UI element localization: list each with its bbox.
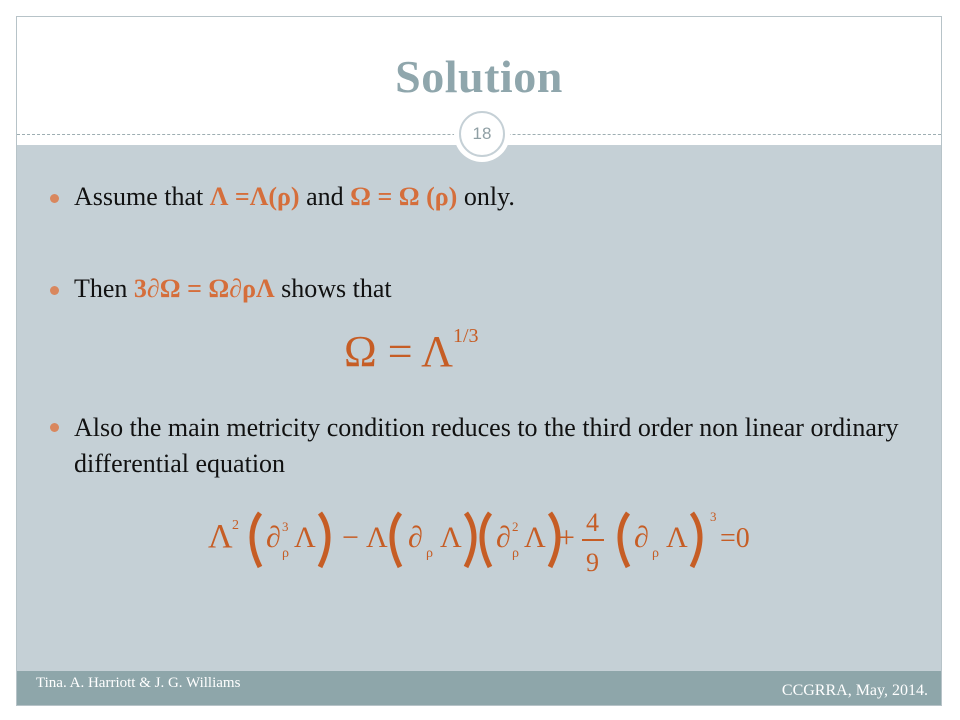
footer-authors: Tina. A. Harriott & J. G. Williams [36,675,241,691]
eq2-lambda-4: Λ [440,521,462,554]
eq2-partial-4: ∂ [634,521,649,554]
eq2-partial-3: ∂ [496,521,511,554]
bullet-1-prefix: Assume that [74,182,210,211]
eq2-denominator: 9 [586,548,599,577]
eq2-lambda-5: Λ [524,521,546,554]
bullet-2-expr: 3∂Ω = Ω∂ρΛ [133,274,275,303]
slide-number: 18 [459,111,505,157]
eq2-plus: + [558,521,575,554]
bullet-dot-2 [50,286,59,295]
eq2-numerator: 4 [586,508,599,537]
equation-omega-lambda [344,326,479,377]
equation-1-exponent: 1/3 [453,325,479,348]
eq2-partial-1: ∂ [266,521,281,554]
eq2-equals-zero: =0 [720,523,750,554]
bullet-dot-3 [50,423,59,432]
bullet-1 [74,182,515,212]
eq2-rho-2: ρ [426,546,433,561]
equation-differential [200,495,760,595]
bullet-2-suffix: shows that [274,274,392,303]
footer-conference: CCGRRA, May, 2014. [781,682,928,699]
bullet-3: Also the main metricity condition reduces to the third order non linear ordinary differential equation [74,413,899,478]
eq2-lambda-3: Λ [366,521,388,554]
bullet-1-mid: and [299,182,351,211]
eq2-exp-2b: 2 [512,519,519,534]
slide-title: Solution [395,51,563,102]
eq2-exp-2: 2 [232,518,239,533]
eq2-lambda-2: Λ [294,521,316,554]
bullet-1-expr-lambda: Λ =Λ(ρ) [209,182,300,211]
bullet-1-expr-omega: Ω = Ω (ρ) [350,182,458,211]
eq2-lambda-6: Λ [666,521,688,554]
eq2-exp-3: 3 [282,519,289,534]
equation-1-base: Ω = Λ [344,327,453,376]
eq2-rho-1: ρ [282,546,289,561]
eq2-exp-3b: 3 [710,509,717,524]
eq2-partial-2: ∂ [408,521,423,554]
bullet-2 [74,274,392,304]
bullet-2-prefix: Then [74,274,134,303]
eq2-rho-4: ρ [652,546,659,561]
eq2-rho-3: ρ [512,546,519,561]
eq2-lambda-1: Λ [208,518,233,555]
eq2-minus-1: − [342,521,359,554]
bullet-1-suffix: only. [457,182,515,211]
bullet-dot-1 [50,194,59,203]
